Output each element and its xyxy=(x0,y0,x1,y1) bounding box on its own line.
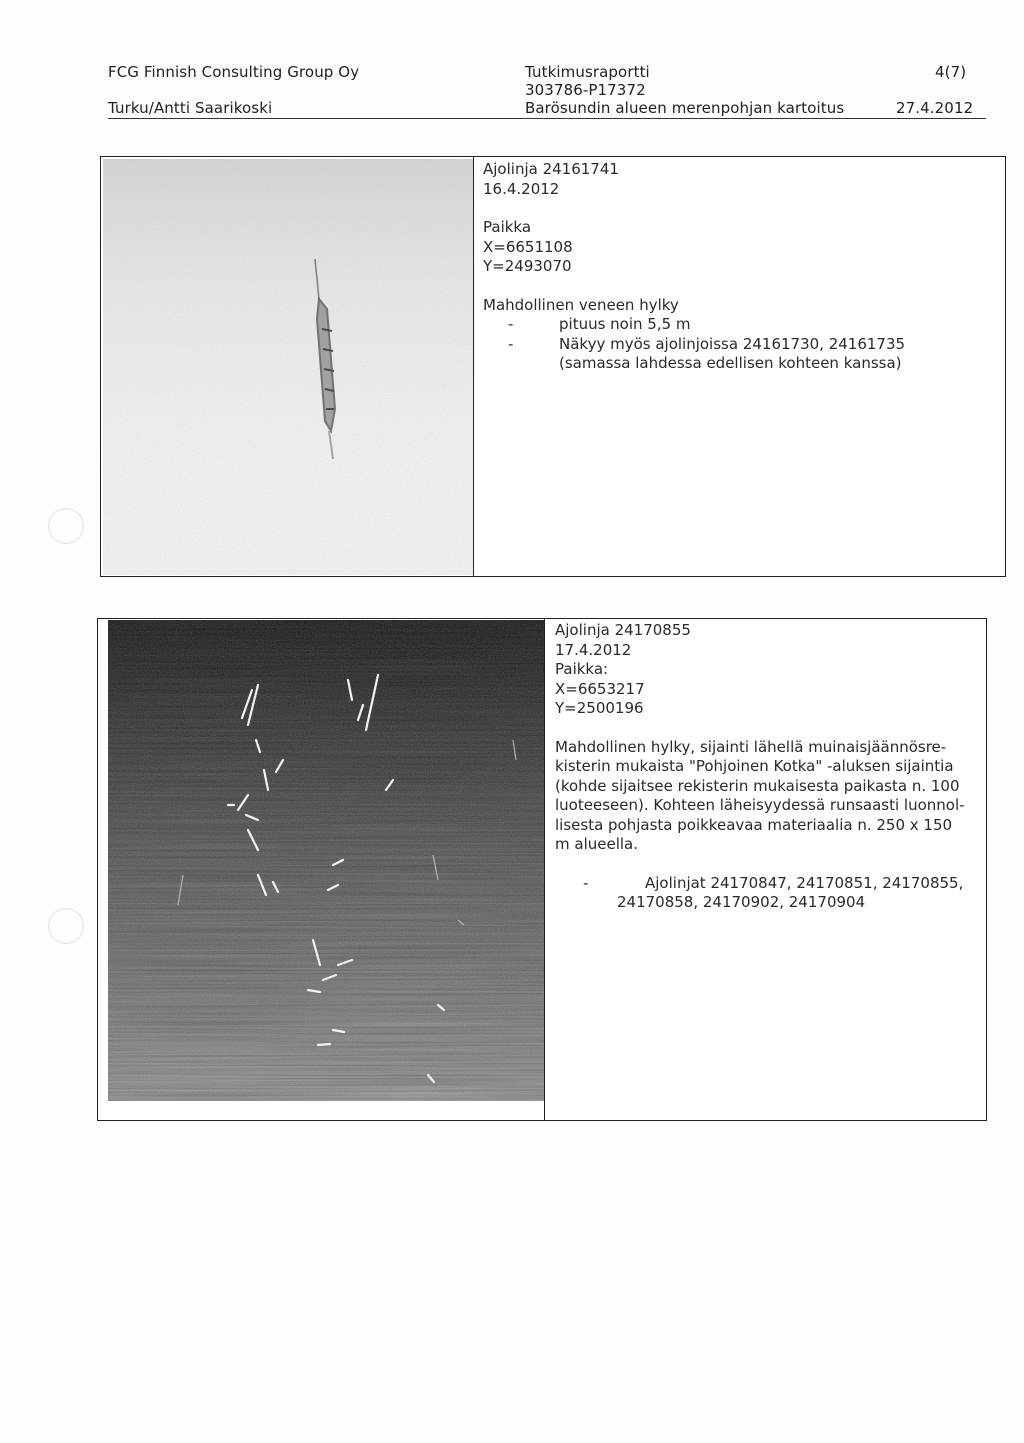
panel-divider xyxy=(544,619,545,1120)
sonar-image-1 xyxy=(103,159,473,575)
punch-hole-mark xyxy=(48,508,84,544)
coord-y: Y=2493070 xyxy=(483,257,572,275)
punch-hole-mark xyxy=(48,908,84,944)
description-line: luoteeseen). Kohteen läheisyydessä runsaasti luonnol- xyxy=(555,796,965,814)
finding-2-text xyxy=(555,621,980,913)
coord-x: X=6653217 xyxy=(555,679,645,698)
coord-y: Y=2500196 xyxy=(555,699,644,717)
author: Turku/Antti Saarikoski xyxy=(108,99,273,117)
description-line: (kohde sijaitsee rekisterin mukaisesta paikasta n. 100 xyxy=(555,776,960,795)
bullet-continuation: (samassa lahdessa edellisen kohteen kanssa) xyxy=(559,354,902,372)
location-label: Paikka xyxy=(483,218,532,236)
bullet-item: - Näkyy myös ajolinjoissa 24161730, 24161735 xyxy=(508,334,906,353)
survey-date: 17.4.2012 xyxy=(555,640,632,659)
bullet-item: - pituus noin 5,5 m xyxy=(508,315,691,333)
description-line: Mahdollinen hylky, sijainti lähellä muinaisjäännösre- xyxy=(555,737,947,756)
finding-panel-1 xyxy=(100,156,1006,577)
track-line-id: Ajolinja 24170855 xyxy=(555,621,691,639)
bullet-continuation: 24170858, 24170902, 24170904 xyxy=(617,893,866,911)
description-line: kisterin mukaista "Pohjoinen Kotka" -aluksen sijaintia xyxy=(555,757,954,775)
description-line: m alueella. xyxy=(555,835,638,853)
panel-divider xyxy=(473,157,474,576)
coord-x: X=6651108 xyxy=(483,237,573,256)
company-name: FCG Finnish Consulting Group Oy xyxy=(108,63,360,81)
bullet-item: - Ajolinjat 24170847, 24170851, 24170855, xyxy=(583,873,964,892)
doc-date: 27.4.2012 xyxy=(896,99,974,117)
finding-1-text xyxy=(483,160,1003,374)
sonar-image-2 xyxy=(108,620,544,1101)
survey-date: 16.4.2012 xyxy=(483,179,560,198)
finding-panel-2 xyxy=(97,618,987,1121)
description-line: lisesta pohjasta poikkeavaa materiaalia n. 250 x 150 xyxy=(555,815,953,834)
page-number: 4(7) xyxy=(935,63,967,81)
finding-description: Mahdollinen veneen hylky xyxy=(483,295,679,314)
doc-title: Barösundin alueen merenpohjan kartoitus xyxy=(525,99,845,117)
track-line-id: Ajolinja 24161741 xyxy=(483,160,619,178)
location-label: Paikka: xyxy=(555,660,609,678)
doc-number: 303786-P17372 xyxy=(525,81,646,99)
doc-type: Tutkimusraportti xyxy=(525,63,650,81)
header-rule xyxy=(108,118,986,119)
